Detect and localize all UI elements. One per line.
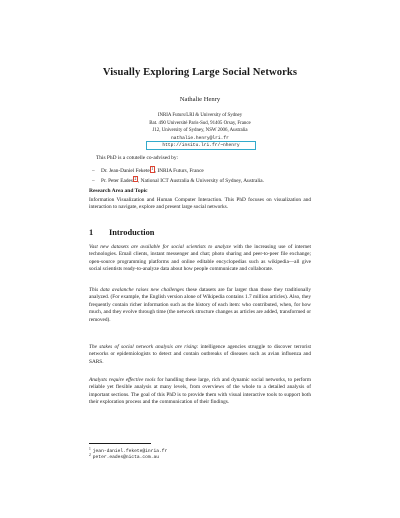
author-name: Nathalie Henry bbox=[179, 96, 221, 103]
paragraph-text: with the increasing use of internet technologies. Email clients, instant messenger and chat; photo sharing and peer-to-peer file exchange; open-source programming platforms and online editable encyclopedias such as wikipedia—all give social scientists ready-to-analyze data about how people communicate and collaborate. bbox=[89, 244, 311, 273]
footnote-email[interactable]: peter.eades@nicta.com.au bbox=[92, 454, 159, 460]
footnote-email[interactable]: jean-daniel.fekete@inria.fr bbox=[92, 448, 168, 454]
supervisor-list bbox=[92, 166, 352, 185]
research-area-heading: Research Area and Topic bbox=[89, 188, 148, 194]
paragraph-lead: Analysts require effective tools bbox=[89, 377, 156, 383]
footnote-ref[interactable]: 1 bbox=[151, 167, 154, 171]
list-dash: – bbox=[92, 168, 95, 174]
cotutelle-text: This PhD is a cotutelle co-advised by: bbox=[96, 155, 179, 161]
paragraph bbox=[89, 244, 311, 274]
section-heading bbox=[89, 228, 154, 237]
footnote-mark: 2 bbox=[89, 453, 91, 457]
paragraph-lead: This data avalanche raises new challenges bbox=[89, 287, 184, 293]
supervisor-affiliation: , National ICT Australia & University of Sydney, Australia. bbox=[138, 177, 264, 184]
paragraph bbox=[89, 287, 311, 324]
section-title: Introduction bbox=[109, 228, 155, 237]
affiliation-line: INRIA Futurs/LRI & University of Sydney bbox=[157, 113, 243, 118]
footnote-divider bbox=[89, 443, 151, 444]
paragraph bbox=[89, 344, 311, 366]
paragraph-lead: The stakes of social network analysis are rising bbox=[89, 344, 197, 350]
supervisor-affiliation: , INRIA Futurs, France bbox=[154, 168, 204, 174]
author-email[interactable]: nathalie.henry@lri.fr bbox=[171, 135, 229, 141]
paragraph-text: : intelligence agencies struggle to discover terrorist networks or epidemiologists to detect and contain outbreaks of diseases such as avian influenza and SARS. bbox=[89, 344, 311, 365]
paper-title: Visually Exploring Large Social Networks bbox=[102, 67, 298, 78]
paragraph-text: these datasets are far larger than those they traditionally analyzed. (For example, the English version alone of Wikipedia contains 1.7 million articles). Also, they frequently contain richer information such as the history of each item: who contributed, when, for how much, and they evolve through time (the network structure changes as articles are added, transformed or removed). bbox=[89, 287, 311, 323]
paragraph-text: for handling these large, rich and dynamic social networks, to perform reliable yet flexible analysis at many levels, from overviews of the whole to a detailed analysis of important sections. The goal of this PhD is to provide them with visual interactive tools to support both their exploration process and the communication of their findings. bbox=[89, 377, 311, 406]
footnote bbox=[89, 452, 159, 461]
footnote-ref[interactable]: 2 bbox=[134, 176, 137, 181]
supervisor-name: Pr. Peter Eades bbox=[101, 177, 133, 184]
paragraph-lead: Vast new datasets are available for social scientists to analyze bbox=[89, 244, 231, 250]
homepage-link[interactable]: http://insitu.lri.fr/~nhenry bbox=[146, 141, 256, 150]
affiliation-block bbox=[0, 112, 400, 142]
list-item bbox=[92, 166, 352, 176]
list-dash: – bbox=[92, 177, 95, 184]
research-area-body: Information Visualization and Human Computer Interaction. This PhD focuses on visualization and interaction to navigate, explore and present large social networks. bbox=[89, 197, 311, 211]
paragraph bbox=[89, 377, 311, 407]
footnote-mark: 1 bbox=[89, 447, 91, 451]
supervisor-name: Dr. Jean-Daniel Fekete bbox=[101, 168, 150, 174]
affiliation-line: J12, University of Sydney, NSW 2006, Australia bbox=[152, 128, 248, 134]
section-number: 1 bbox=[89, 228, 94, 237]
affiliation-line: Bat. 490 Université Paris-Sud, 91405 Orsay, France bbox=[149, 120, 251, 126]
list-item bbox=[92, 176, 352, 186]
